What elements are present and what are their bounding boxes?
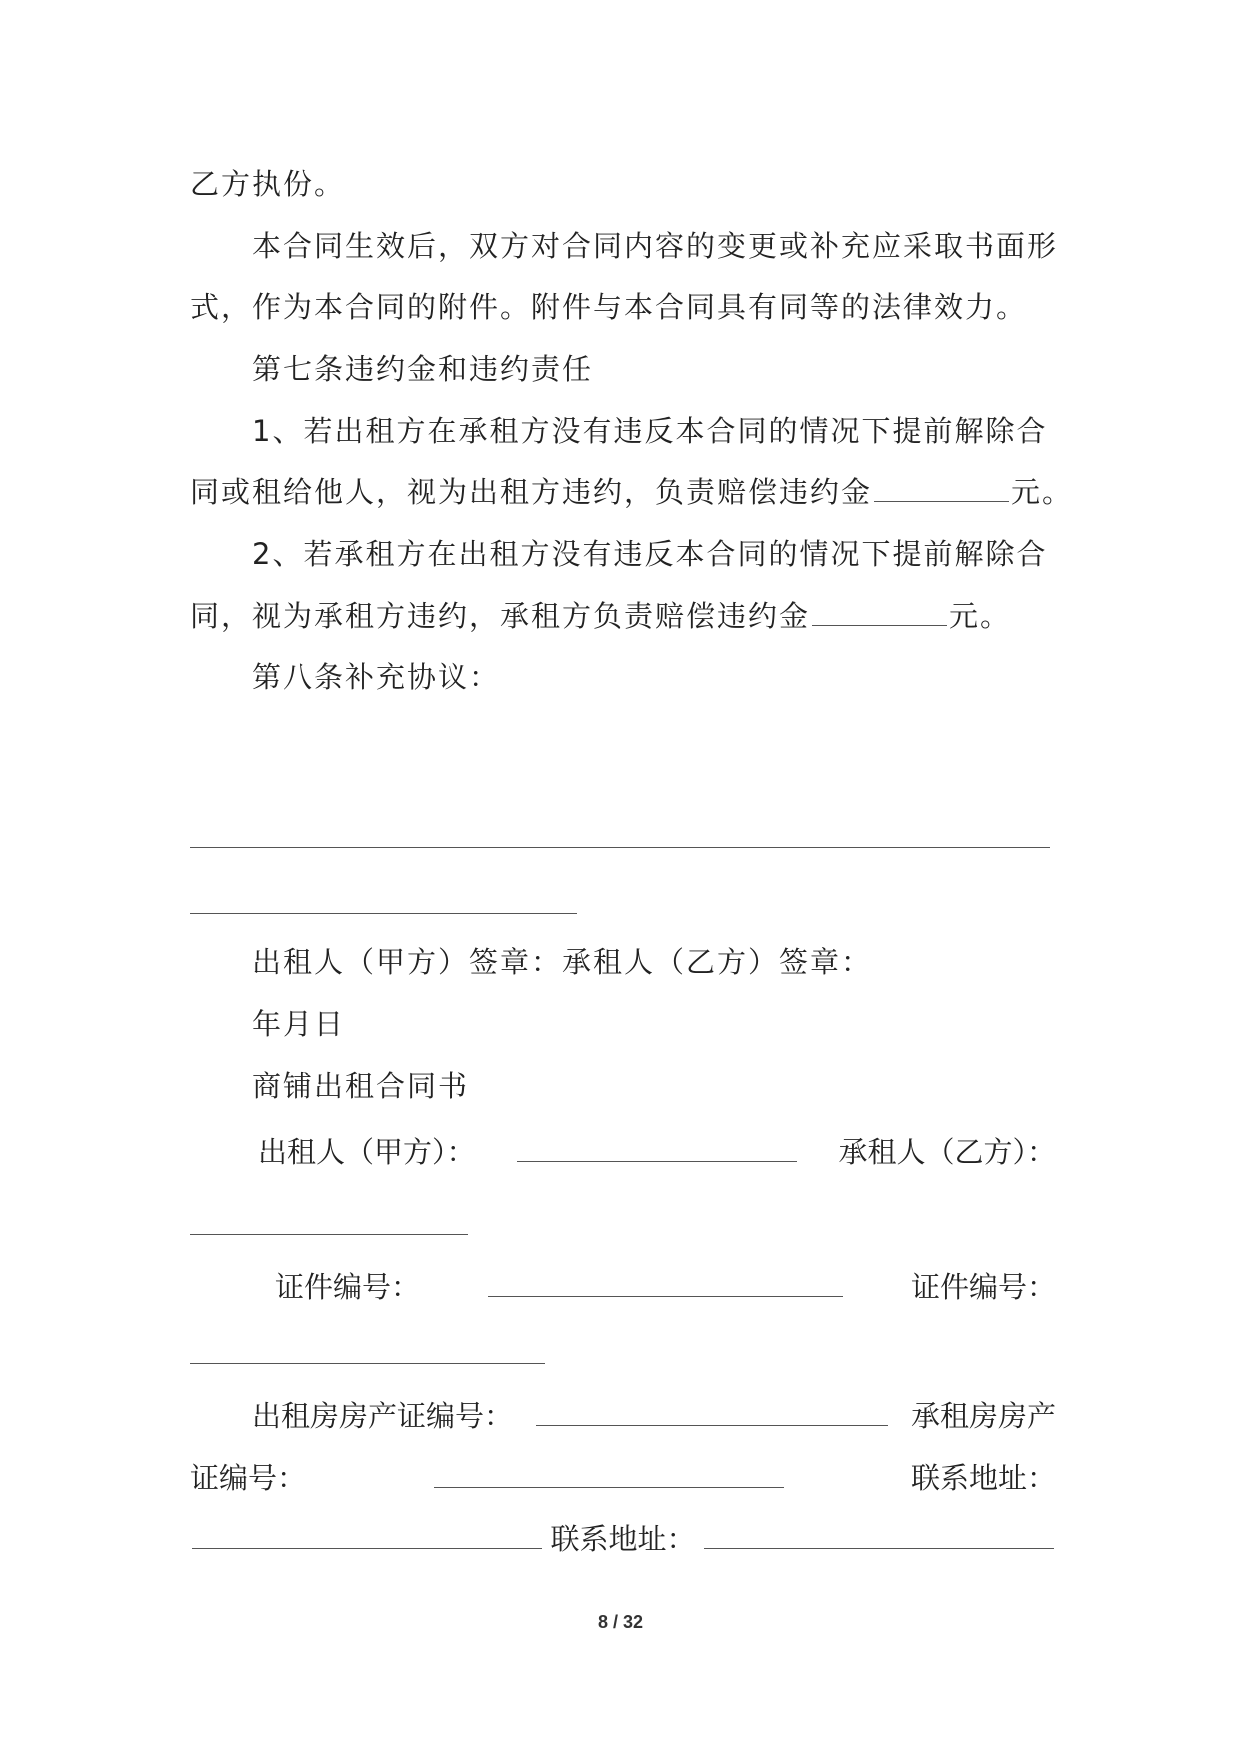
page-number: 8 / 32 xyxy=(597,1612,644,1632)
para-text: 元。 xyxy=(1011,475,1074,509)
label: 联系地址： xyxy=(910,1461,1056,1495)
label: 出租人（甲方）： xyxy=(258,1135,476,1169)
blank-line xyxy=(434,1457,784,1488)
label: 承租人（乙方）： xyxy=(838,1135,1056,1169)
para-line: 乙方执份。 xyxy=(190,167,346,201)
blank-line xyxy=(812,595,947,626)
para-line: 1、若出租方在承租方没有违反本合同的情况下提前解除合 xyxy=(252,414,1048,448)
para-line: 2、若承租方在出租方没有违反本合同的情况下提前解除合 xyxy=(252,537,1048,571)
blank-line xyxy=(488,1266,843,1297)
property-cert-line xyxy=(252,1392,1056,1440)
para-text: 同或租给他人，视为出租方违约，负责赔偿违约金 xyxy=(190,475,873,509)
article-eight-heading: 第八条补充协议： xyxy=(252,660,501,694)
para-text: 同，视为承租方违约，承租方负责赔偿违约金 xyxy=(190,599,811,633)
blank-line xyxy=(874,471,1009,502)
article-seven-heading: 第七条违约金和违约责任 xyxy=(252,352,594,386)
blank-line xyxy=(536,1395,888,1426)
date-line: 年月日 xyxy=(252,1007,346,1041)
label: 证编号： xyxy=(190,1461,307,1495)
para-line: 本合同生效后，双方对合同内容的变更或补充应采取书面形 xyxy=(252,229,1059,263)
para-line: 式，作为本合同的附件。附件与本合同具有同等的法律效力。 xyxy=(190,290,1028,324)
para-line xyxy=(190,468,1074,516)
label: 证件编号： xyxy=(275,1270,421,1304)
document-title: 商铺出租合同书 xyxy=(252,1069,470,1103)
blank-line xyxy=(190,913,577,914)
cert-address-line xyxy=(190,1454,1056,1502)
label: 出租房房产证编号： xyxy=(252,1399,514,1433)
blank-line xyxy=(704,1518,1054,1549)
blank-line xyxy=(190,1363,545,1364)
address-line xyxy=(190,1515,1056,1563)
blank-line xyxy=(517,1131,797,1162)
para-text: 元。 xyxy=(949,599,1012,633)
label: 承租房房产 xyxy=(910,1399,1056,1433)
label: 证件编号： xyxy=(910,1270,1056,1304)
para-line xyxy=(190,592,1056,640)
id-line xyxy=(275,1263,1056,1311)
blank-line xyxy=(190,1234,468,1235)
signature-line: 出租人（甲方）签章：承租人（乙方）签章： xyxy=(252,945,873,979)
blank-line xyxy=(192,1518,542,1549)
label: 联系地址： xyxy=(550,1522,696,1556)
blank-line xyxy=(190,847,1050,848)
party-line xyxy=(258,1128,1056,1176)
